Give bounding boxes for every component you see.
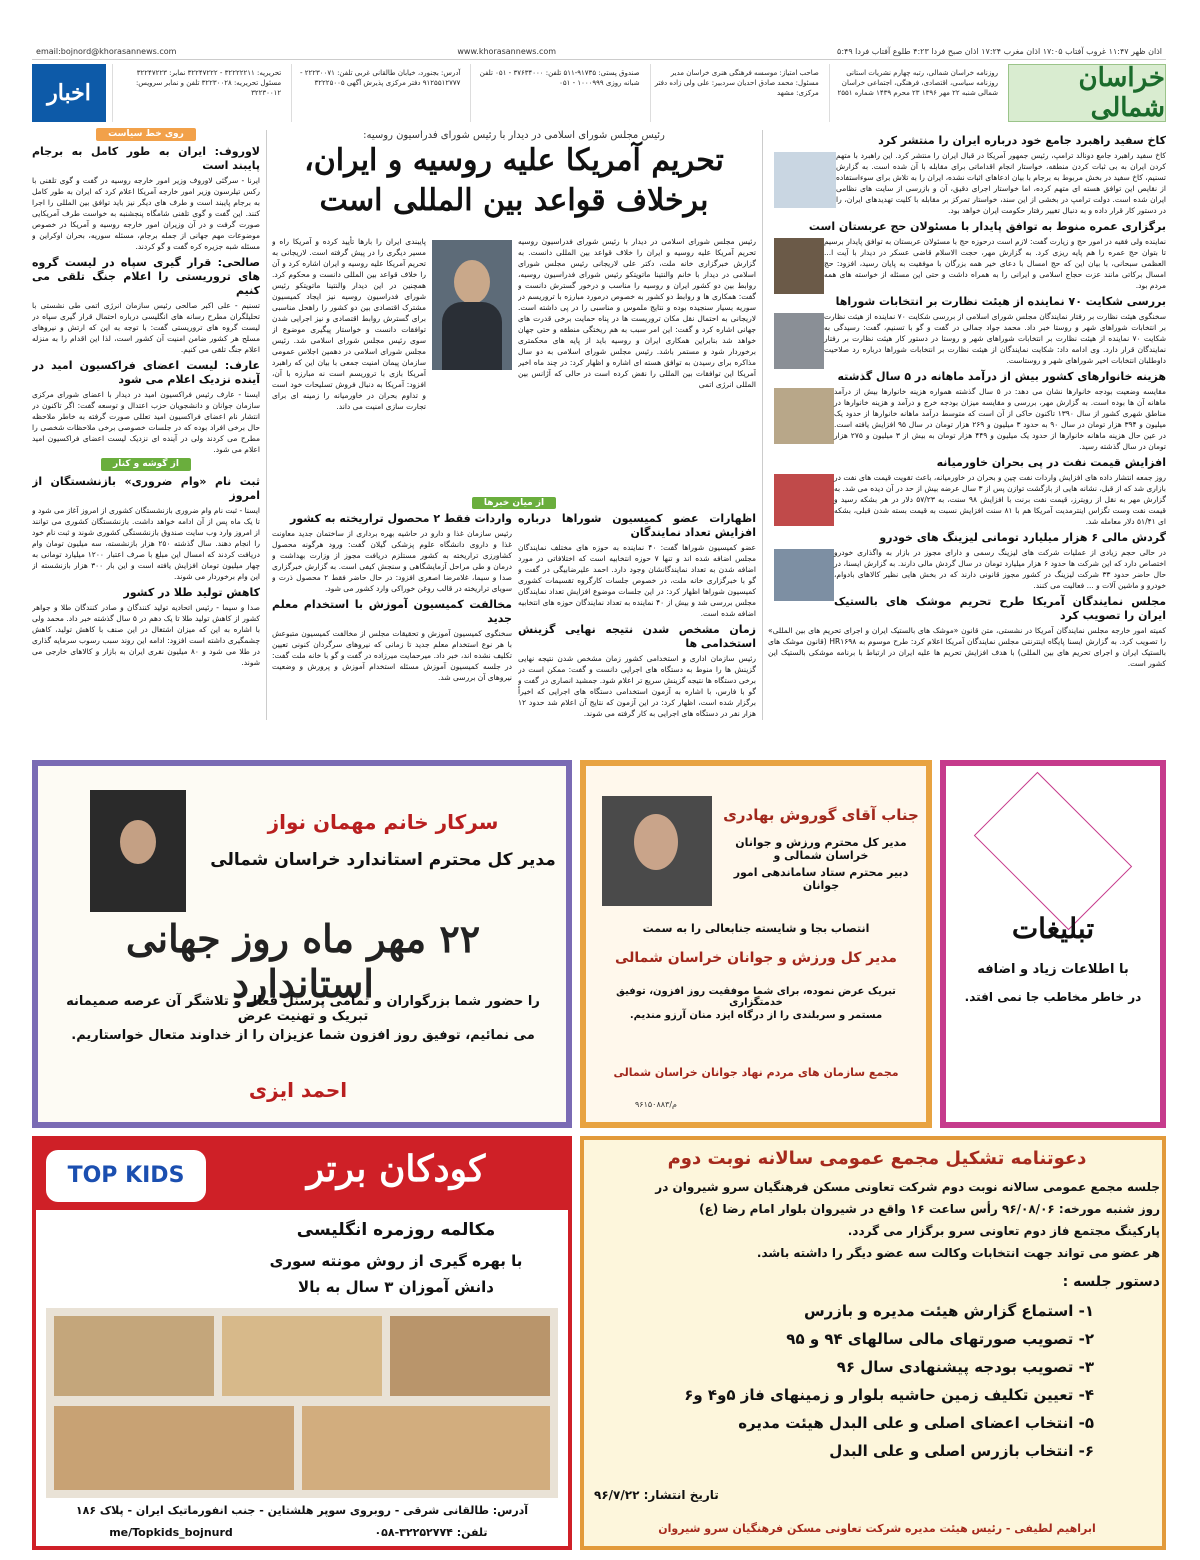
news-body: صدا و سیما - رئیس اتحادیه تولید کنندگان و صادر کنندگان طلا و جواهر کشور از کاهش تولید طلا تا یک دهم در ۵ سال گذشته خبر داد. محمد ولی با اشاره به این که میزان اشتغال در این صنف با کاهش تولید، کاهش چشمگیری داشته است افزود: ادامه این روند سبب رسوب سرمایه گذاری در طلا می شود و ۸۰ میلیون نفری ایران به بازار و کالاهای خارجی می شوند. <box>32 603 260 667</box>
news-title[interactable]: عارف: لیست اعضای فراکسیون امید در آینده نزدیک اعلام می شود <box>32 359 260 386</box>
news-body: سخنگوی کمیسیون آموزش و تحقیقات مجلس از مخالفت کمیسیون متبوعش با هر نوع استخدام معلم جدید تا زمانی که نیروهای سرگردان کنونی تعیین تکلیف نشده اند، خبر داد. میرحمایت میرزاده در گفت و گو با خانه ملت گفت: در جلسه کمیسیون آموزش مسئله استخدام آموزش و پرورش و وضعیت نیروهای آن بررسی شد. <box>272 629 512 682</box>
ad-line: مدیر کل ورزش و جوانان خراسان شمالی <box>615 950 897 966</box>
main-story-col-a <box>518 236 756 486</box>
ad-line: مدیر کل محترم ورزش و جوانان خراسان شمالی و <box>735 836 907 862</box>
ad-line: پارکینگ مجتمع فاز دوم تعاونی سرو برگزار می گردد. <box>847 1224 1160 1238</box>
cleric-photo <box>774 238 824 294</box>
website-link[interactable]: www.khorasannews.com <box>457 47 557 56</box>
ad-signature: احمد ایزی <box>248 1078 348 1102</box>
news-title[interactable]: لاوروف: ایران به طور کامل به برجام پایبند است <box>32 145 260 172</box>
household-photo <box>774 388 834 444</box>
ad-signature: مجمع سازمان های مردم نهاد جوانان خراسان شمالی <box>613 1066 899 1079</box>
ad-address: آدرس: طالقانی شرقی - روبروی سوپر هلشتاین - جنب انفورماتیک ایران - پلاک ۱۸۶ <box>75 1504 529 1517</box>
ad-headline: دعوتنامه تشکیل مجمع عمومی سالانه نوبت دوم <box>667 1148 1087 1169</box>
news-title[interactable]: افزایش قیمت نفت در پی بحران خاورمیانه <box>936 456 1166 469</box>
white-house-photo <box>774 152 836 208</box>
ad-line: می نمائیم، توفیق روز افزون شما عزیزان را از خداوند متعال خواستاریم. <box>71 1028 535 1043</box>
news-body: در حالی حجم زیادی از عملیات شرکت های لیزینگ رسمی و دارای مجوز در بازار به واگذاری خودرو اختصاص دارد که این شرکت ها حدود ۶ هزار میلیارد تومان در سال گردش مالی دارند. به گزارش ایسنا، در حال حاضر حدود ۳۳ شرکت لیزینگ در کشور مجوز قانونی دارند که در بخش هایی نظیر کالاهای بادوام، خودرو و ماشین آلات و ... فعالیت می کنند. <box>834 548 1166 590</box>
section-band: از میان خبرها <box>472 497 556 509</box>
agenda-title: دستور جلسه : <box>1062 1274 1160 1290</box>
masthead-info-2: صاحب امتیاز: موسسه فرهنگی هنری خراسان مدیر مسئول: محمد صادق احدیان سردبیر: علی ولی زاده دفتر مرکزی: مشهد <box>650 64 823 122</box>
ad-line: انتصاب بجا و شایسته جنابعالی را به سمت <box>642 922 870 935</box>
news-body: ایرنا - سرگئی لاوروف وزیر امور خارجه روسیه در گفت و گوی تلفنی با رکس تیلرسون وزیر امور خارجه آمریکا اعلام کرد که ایران به طور کامل به برجام پایبند است و طرف های دیگر نیز باید توافق بین المللی را اجرا کنند. این گفت و گوی تلفنی شامگاه پنجشنبه به خواست طرف آمریکایی صورت گرفت و در آن وزیران امور خارجه روسیه و آمریکا در خصوص موضوعات مهم جهانی از جمله برجام، مسئله سوریه، بحران اوکراین و مسئله شبه جزیره کره گفت و گو کردند. <box>32 176 260 251</box>
news-body: ایسنا - ثبت نام وام ضروری بازنشستگان کشوری از امروز آغاز می شود و تا یک ماه پس از آن ادامه خواهد داشت. بازنشستگان کشوری می توانند از امروز وارد وب سایت صندوق بازنشستگی کشوری شوند و ثبت نام خود را انجام دهند. سال گذشته ۲۵۰ هزار بازنشسته، سه میلیون تومان وام دریافت کردند که امسال این مبلغ با صرف اعتبار ۱۲۰۰ میلیارد تومانی به چهار میلیون تومان افزایش یافته است و این بار ۳۰۰ هزار بازنشسته از این وام برخوردار می شوند. <box>32 506 260 581</box>
center-news-col-right <box>518 508 756 720</box>
prayer-times: اذان ظهر ۱۱:۴۷ غروب آفتاب ۱۷:۰۵ اذان مغرب ۱۷:۲۴ اذان صبح فردا ۴:۲۳ طلوع آفتاب فردا ۵:۴۹ <box>837 47 1162 56</box>
news-body: نماینده ولی فقیه در امور حج و زیارت گفت: لازم است درحوزه حج با مسئولان عربستان به توافق پایدار برسیم تا بتوان حج عمره را هم پایه ریزی کرد. به گزارش مهر، حجت الاسلام قاضی عسکر در دیدار با آیت ا... العظمی سبحانی، با بیان این که حج امسال با دعای خیر همه بزرگان با موفقیت به پایان رسید، افزود: حج امسال برکاتی مانند عزت حجاج اسلامی و ایرانی را به همراه داشت و حتی این مسئله از خواسته های همه مردم بود. <box>824 237 1166 290</box>
agenda-item: ۱- استماع گزارش هیئت مدیره و بازرس <box>803 1302 1094 1320</box>
masthead-info-4: آدرس: بجنورد، خیابان طالقانی غربی تلفن: ۲۲۲۳۰۰۷۱ - ۹۱۲۵۵۱۲۷۷۷ دفتر مرکزی پذیرش آگهی ۳۲۲۲۵۰۰۵ <box>291 64 464 122</box>
news-body: رئیس سازمان اداری و استخدامی کشور زمان مشخص شدن نتیجه نهایی گزینش ها را منوط به دستگاه های اجرایی دانست و گفت: ممکن است در برخی دستگاه ها نتیجه گزینش سریع تر اعلام شود. جمشید انصاری در گفت و گو با فارس، با اشاره به آزمون استخدامی دستگاه های اجرایی که اخیراً برگزار شده است، اظهار کرد: در این آزمون که نتایج آن اعلام شد حدود ۱۲ هزار نفر در دستگاه های اجرایی به کار گرفته می شوند. <box>518 654 756 718</box>
main-story-body: رئیس مجلس شورای اسلامی در دیدار با رئیس شورای فدراسیون روسیه تحریم آمریکا علیه روسیه و ایران را خلاف قواعد بین المللی دانست. به گزارش خبرگزاری خانه ملت، دکتر علی لاریجانی رئیس مجلس شورای اسلامی در دیدار با خانم والنتینا ماتویتکو رئیس شورای فدراسیون روسیه، روابط بین دو کشور ایران و روسیه را مناسب و درخور گسترش دانست و گفت: همکاری ها و روابط دو کشور به خصوص درمورد مبارزه با تروریسم در سوریه بسیار سنجیده بوده و نتایج ملموس و مناسبی را در پی داشته است. لاریجانی به احتمال نقل مکان تروریست ها در پناه حمایت برخی قدرت های جهانی اشاره کرد و گفت: این امر سبب به هم ریختگی منطقه و حتی جهان خواهد شد بنابراین همکاری ایران و روسیه باید از پایه های محکمتری برخوردار شود و مستمر باشد. رئیس مجلس شورای اسلامی به دو سال مذاکره برای رسیدن به توافق هسته ای اشاره و اظهار کرد: در چند ماه اخیر آمریکا این توافقات بین المللی را نقض کرده است در حالی که آژانس بین المللی انرژی اتمی <box>518 237 756 389</box>
news-title[interactable]: صالحی: قرار گیری سپاه در لیست گروه های تروریستی را اعلام جنگ تلقی می کنیم <box>32 256 260 297</box>
top-info-bar <box>32 44 1166 60</box>
ornament-shape <box>974 772 1132 930</box>
man-portrait-photo <box>602 796 712 906</box>
ad-signature: ابراهیم لطیفی - رئیس هیئت مدیره شرکت تعاونی مسکن فرهنگیان سرو شیروان <box>658 1522 1096 1535</box>
ad-line: مدیر کل محترم استاندارد خراسان شمالی <box>210 850 556 870</box>
ad-line: دبیر محترم ستاد ساماندهی امور جوانان <box>733 866 909 892</box>
section-band: روی خط سیاست <box>96 128 196 141</box>
news-body: تسنیم - علی اکبر صالحی رئیس سازمان انرژی اتمی طی نشستی با تحلیلگران مطرح رسانه های انگلیسی درباره احتمال قرار گیری سپاه در لیست گروه های تروریستی گفت: با توجه به این که ارتش و نیروهای مسلح هر کشور ضامن امنیت آن کشور است، لذا این اقدام را به منزله اعلام جنگ تلقی می کنیم. <box>32 301 260 354</box>
ad-line: را حضور شما بزرگواران و تمامی پرسنل فعال و تلاشگر آن عرصه صمیمانه تبریک و تهنیت عرض <box>66 994 540 1024</box>
right-news-column <box>768 130 1166 720</box>
ad-line: جلسه مجمع عمومی سالانه نوبت دوم شرکت تعاونی مسکن فرهنگیان سرو شیروان در <box>655 1180 1160 1194</box>
news-body: رئیس سازمان غذا و دارو در حاشیه بهره برداری از ساختمان جدید معاونت غذا و داروی دانشگاه علوم پزشکی گیلان گفت: ورود هرگونه محصول کشاورزی تراریخته به کشور مستلزم دریافت مجوز از وزارت بهداشت و درمان و طی مراحل آزمایشگاهی و سنجش کیفی است. به گزارش خبرگزاری صدا و سیما، غلامرضا اصغری افزود: در حال حاضر فقط ۲ محصول ذرت و سویای تراریخته در قالب روغن خوراکی وارد کشور می شود. <box>272 529 512 593</box>
main-story-header <box>272 130 756 218</box>
center-news-col-left <box>272 508 512 720</box>
ad-line: مکالمه روزمره انگلیسی <box>296 1220 496 1240</box>
left-news-column <box>32 128 260 720</box>
ad-headline: کودکان برتر <box>306 1148 486 1190</box>
ad-line: در خاطر مخاطب جا نمی افتد. <box>964 990 1142 1004</box>
ad-line: سرکار خانم مهمان نواز <box>267 810 499 834</box>
oil-barrels-photo <box>774 474 834 526</box>
ad-line: با اطلاعات زیاد و اضافه <box>977 962 1129 977</box>
news-title[interactable]: واردات فقط ۲ محصول تراریخته به کشور <box>290 512 512 525</box>
news-title[interactable]: مجلس نمایندگان آمریکا طرح تحریم موشک های بالستیک ایران را تصویب کرد <box>834 595 1166 622</box>
main-story-title[interactable]: تحریم آمریکا علیه روسیه و ایران، برخلاف قواعد بین المللی است <box>304 143 724 218</box>
masthead <box>32 64 1166 122</box>
ad-top-kids[interactable] <box>32 1136 572 1550</box>
topkids-logo: TOP KIDS <box>46 1150 206 1202</box>
ad-telegram[interactable]: me/Topkids_bojnurd <box>109 1526 233 1539</box>
ad-headline: ۲۲ مهر ماه روز جهانی استاندارد <box>125 916 481 1006</box>
publish-date: تاریخ انتشار: ۹۶/۷/۲۲ <box>594 1488 719 1502</box>
ad-bullet: دانش آموزان ۳ سال به بالا <box>298 1278 494 1296</box>
newspaper-logo: خراسان شمالی <box>1008 64 1166 122</box>
agenda-item: ۶- انتخاب بازرس اصلی و علی البدل <box>829 1442 1094 1460</box>
news-title[interactable]: ثبت نام «وام ضروری» بازنشستگان از امروز <box>32 475 260 502</box>
ad-bullet: با بهره گیری از روش مونته سوری <box>269 1252 523 1270</box>
column-divider <box>266 130 267 720</box>
news-title[interactable]: برگزاری عمره منوط به توافق پایدار با مسئولان حج عربستان است <box>808 220 1166 233</box>
woman-portrait-photo <box>90 790 186 912</box>
ad-phone: تلفن: ۳۲۲۵۲۷۷۴-۰۵۸ <box>374 1526 488 1539</box>
masthead-info-5: تحریریه: ۳۲۲۲۲۲۱۱ - ۳۲۲۴۷۲۲۲ نمابر: ۳۲۲۴۷۲۲۳ مسئول تحریریه: ۳۲۲۳۰۰۲۸ تلفن و نمابر سرویس: ۳۲۲۳۰۰۱۲ <box>112 64 285 122</box>
agenda-item: ۲- تصویب صورتهای مالی سالهای ۹۴ و ۹۵ <box>786 1330 1094 1348</box>
cars-photo <box>774 549 834 601</box>
ad-line: مستمر و سربلندی را از درگاه ایزد منان آرزو مندیم. <box>629 1010 883 1021</box>
section-tab-news: اخبار <box>32 64 106 122</box>
agenda-item: ۳- تصویب بودجه پیشنهادی سال ۹۶ <box>836 1358 1094 1376</box>
news-title[interactable]: بررسی شکایت ۷۰ نماینده از هیئت نظارت بر انتخابات شوراها <box>835 295 1166 308</box>
agenda-item: ۴- تعیین تکلیف زمین حاشیه بلوار و زمینهای فاز ۵و۴ و۶ <box>684 1386 1094 1404</box>
ad-advertising-tip[interactable] <box>940 760 1166 1128</box>
news-title[interactable]: کاخ سفید راهبرد جامع خود درباره ایران را منتشر کرد <box>878 134 1166 147</box>
news-body: کمیته امور خارجه مجلس نمایندگان آمریکا در نشستی، متن قانون «موشک های بالستیک ایران و اجرای تحریم های بین المللی» را تصویب کرد. به گزارش ایسنا پایگاه اینترنتی مجلس نمایندگان آمریکا اعلام کرد: طرح موسوم به HR۱۶۹۸ (قانون موشک های بالستیک ایران و اجرای تحریم های بین المللی) با هدف افزایش تحریم ها علیه ایران در ارتباط با برنامه موشکی بالستیک این کشور است. <box>768 626 1166 668</box>
masthead-info-3: صندوق پستی: ۹۱۷۳۵-۵۱۱ تلفن: ۳۷۶۳۴۰۰۰ - ۰۵۱ تلفن شبانه روزی ۱۰۰۰۹۹۹ - ۰۵۱ <box>470 64 643 122</box>
news-body: کاخ سفید راهبرد جامع دونالد ترامپ، رئیس جمهور آمریکا در قبال ایران را منتشر کرد. این راهبرد با متهم کردن ایران به بی ثبات کردن منطقه، خواستار انجام اقداماتی برای مقابله با آن شده است. به گزارش تسنیم، کاخ سفید در بخش مربوط به برجام با بیان ادعاهای اثبات نشده، ایران را به تلاش برای سوءاستفاده از نقایص این توافق هسته ای متهم کرده، اما خواستار اجرای دقیق، آن و بازرسی از سایت های نظامی ایران شده است. دولت ترامپ در بخشی از این سند، خواستار تمرکز بر مقابله با کلیت تهدیدهای ایران، را در دستور کار قرار داده و به دنبال تغییر رفتار حکومت ایران خواهد بود. <box>836 151 1166 215</box>
main-story-col-b <box>272 236 426 486</box>
ad-cooperative-meeting[interactable] <box>580 1136 1166 1550</box>
main-story-body: پایبندی ایران را بارها تأیید کرده و آمریکا راه و مسیر دیگری را در پیش گرفته است. لاریجانی به تحریم آمریکا علیه روسیه و ایران اشاره کرد و آن را خلاف قواعد بین المللی دانست و محکوم کرد. همچنین در این دیدار والنتینا ماتویتکو رئیس شورای فدراسیون روسیه نیز ایجاد کمیسیون مشترک اقتصادی بین دو کشور را راهحل مناسبی برای گسترش روابط اقتصادی و نیز اجرایی شدن توافقات دانست و خواستار پیگیری موضوع از سوی رئیس مجلس شورای اسلامی شد. رئیس مجلس شورای اسلامی در دهمین اجلاس عمومی سازمان پیمان امنیت جمعی با بیان این که راهبرد آمریکا بازی با تروریسم است نه مبارزه با آن، افزود: آمریکا به دنبال فروش تسلیحات خود است و تداوم بحران در خاورمیانه را زمینه ای برای تجارت سازی امنیت می داند. <box>272 237 426 411</box>
masthead-info-1: روزنامه خراسان شمالی، رتبه چهارم نشریات استانی روزنامه سیاسی، اقتصادی، فرهنگی، اجتماعی خراسان شمالی شنبه ۲۲ مهر ۱۳۹۶ ۲۳ محرم ۱۴۳۹ شماره ۲۵۵۱ <box>829 64 1002 122</box>
news-body: روز جمعه انتشار داده های افزایش واردات نفت چین و بحران در خاورمیانه، باعث تقویت قیمت های نفت در بازاری شد که از قبل، نشانه هایی از بازگشت توازن پس از ۳ سال عرضه بیش از حد در آن دیده می شد. به گزارش مهر به نقل از رویترز، قیمت نفت برنت با افزایش ۹۸ سنت، به ۵۷/۲۳ دلار در هر بشکه رسید و قیمت نفت وست تگزاس اینترمدیت آمریکا هم با ۸۱ سنت افزایش نسبت به قیمت بسته شدن قبلی، بشکه ای ۵۱/۴۱ دلار معامله شد. <box>834 473 1166 526</box>
ad-standard-day[interactable] <box>32 760 572 1128</box>
news-body: عضو کمیسیون شوراها گفت: ۴۰ نماینده به حوزه های مختلف نمایندگان مجلس اضافه شده اند و تنها ۷ حوزه انتخابیه است که اختلافاتی در مورد اضافه شدن به تعداد نمایندگانشان وجود دارد. احمد علیرضابیگی در گفت و گو با خبرگزاری خانه ملت، در خصوص جلسات کارگروه تقسیمات کشوری کمیسیون شوراها اظهار کرد: در این جلسات موضوع افزایش تعداد نمایندگان مجلس بررسی شد و بیش از ۴۰ نماینده به تعداد نمایندگان حوزه های انتخابیه اضافه شده است. <box>518 543 756 618</box>
news-title[interactable]: اظهارات عضو کمیسیون شوراها درباره افزایش تعداد نمایندگان <box>518 512 756 539</box>
news-title[interactable]: کاهش تولید طلا در کشور <box>123 586 260 599</box>
news-title[interactable]: هزینه خانوارهای کشور بیش از درآمد ماهانه در ۵ سال گذشته <box>837 370 1166 383</box>
section-band: از گوشه و کنار <box>101 458 191 471</box>
larijani-photo <box>432 240 512 370</box>
spokesman-photo <box>774 313 824 369</box>
news-title[interactable]: مخالفت کمیسیون آموزش با استخدام معلم جدید <box>272 598 512 625</box>
news-body: مقایسه وضعیت بودجه خانوارها نشان می دهد: در ۵ سال گذشته همواره هزینه خانوارها بیش از درآمد ماهانه آن ها بوده است. به گزارش مهر، بررسی و مقایسه میزان بودجه خرج و درآمد و هزینه خانوارها در مناطق شهری کشور از سال ۱۳۹۰ تاکنون حاکی از آن است که متوسط درآمد ماهانه خانوارها از حدود یک میلیون و ۳۹۴ هزار تومان در سال ۹۰ به حدود ۳ میلیون و ۲۶۹ هزار تومان در سال ۹۵ افزایش یافته است. در عین حال هزینه ماهانه خانوارها از حدود یک میلیون و ۴۴۹ هزار تومان به بیش از ۳ میلیون و ۲۷۵ هزار تومان در سال گذشته رسید. <box>834 387 1166 451</box>
classroom-photos <box>46 1308 558 1498</box>
ad-line: روز شنبه مورخه: ۹۶/۰۸/۰۶ رأس ساعت ۱۶ واقع در شیروان بلوار امام رضا (ع) <box>699 1202 1160 1216</box>
ad-line: هر عضو می تواند جهت انتخابات وکالت سه عضو دیگر را داشته باشد. <box>756 1246 1160 1260</box>
ad-line: تبریک عرض نموده، برای شما موفقیت روز افزون، توفیق خدمتگزاری <box>616 986 896 1008</box>
news-body: سخنگوی هیئت نظارت بر رفتار نمایندگان مجلس شورای اسلامی از بررسی شکایت ۷۰ نماینده از هیئت نظارت بر انتخابات شوراهای شهر و روستا خبر داد. محمد جواد جمالی در گفت و گو با تسنیم، گفت: رسیدگی به شکایت ۷۰ نماینده از هیئت نظارت بر انتخابات شوراهای شهر و روستا در دستور کار هیئت نظارت بر رفتار نمایندگان قرار دارد. وی ادامه داد: شکایت نمایندگان از هیئت نظارت بر انتخابات شوراها درباره رد صلاحیت داوطلبان انتخابات اخیر شوراهای شهر و روستاست. <box>824 312 1166 365</box>
news-title[interactable]: گردش مالی ۶ هزار میلیارد تومانی لیزینگ های خودرو <box>879 531 1166 544</box>
center-band-wrap <box>272 490 756 509</box>
news-body: ایسنا - عارف رئیس فراکسیون امید در دیدار با اعضای شورای مرکزی سازمان جوانان و دانشجویان حزب اعتدال و توسعه گفت: اگر تاکنون در انتشار نام اعضای فراکسیون امید تعللی صورت گرفته به خاطر ملاحظه حال برخی افراد بوده که در جلسات خصوصی برخی ملاحظات شخصی را مطرح می کردند ولی در آینده ای نزدیک لیست اعضای فراکسیون امید اعلام می شود. <box>32 390 260 454</box>
column-divider <box>762 130 763 720</box>
main-story-kicker: رئیس مجلس شورای اسلامی در دیدار با رئیس شورای فدراسیون روسیه: <box>363 130 665 141</box>
ad-sports-director[interactable] <box>580 760 932 1128</box>
agenda-item: ۵- انتخاب اعضای اصلی و علی البدل هیئت مدیره <box>738 1414 1094 1432</box>
ad-line: جناب آقای گوروش بهادری <box>723 806 919 824</box>
ad-headline: تبلیغات <box>1011 912 1095 945</box>
news-title[interactable]: زمان مشخص شدن نتیجه نهایی گزینش استخدامی ها <box>518 623 756 650</box>
email-link[interactable]: email:bojnord@khorasannews.com <box>36 47 177 56</box>
ad-code: م/۹۶۱۵۰۸۸۳ <box>634 1100 678 1109</box>
